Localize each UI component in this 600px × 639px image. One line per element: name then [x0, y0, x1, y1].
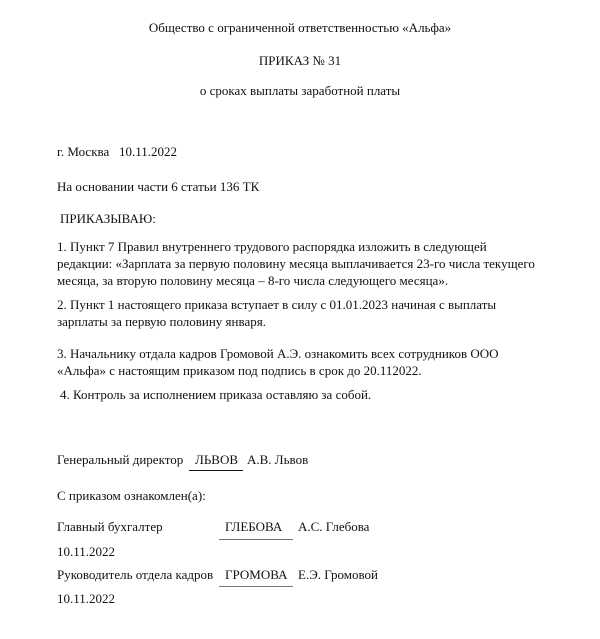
director-name: А.В. Львов	[247, 452, 309, 467]
order-title: ПРИКАЗ № 31	[258, 53, 342, 68]
ack-signature-line	[219, 586, 293, 587]
organization-name: Общество с ограниченной ответственностью «Альфа»	[148, 20, 452, 35]
order-date: 10.11.2022	[119, 144, 178, 159]
order-word: ПРИКАЗЫВАЮ:	[60, 211, 156, 226]
order-item-line: зарплаты за первую половину января.	[57, 314, 266, 329]
order-item-line: 3. Начальнику отдала кадров Громовой А.Э. ознакомить всех сотрудников ООО	[57, 346, 499, 361]
order-item-line: 4. Контроль за исполнением приказа оставляю за собой.	[60, 387, 372, 402]
director-position: Генеральный директор	[57, 452, 184, 467]
ack-date: 10.11.2022	[57, 591, 116, 606]
ack-name: Е.Э. Громовой	[298, 567, 378, 582]
order-item-2	[57, 296, 557, 330]
acknowledged-label: С приказом ознакомлен(а):	[57, 488, 206, 503]
order-item-1	[57, 238, 557, 289]
ack-position: Главный бухгалтер	[57, 519, 163, 534]
director-signature-line	[189, 470, 243, 471]
order-item-3	[57, 345, 557, 379]
ack-date: 10.11.2022	[57, 544, 116, 559]
director-signature: ЛЬВОВ	[195, 452, 239, 467]
order-item-line: редакции: «Зарплата за первую половину месяца выплачивается 23-го числа текущего	[57, 256, 535, 271]
place-date	[57, 143, 177, 160]
order-item-line: 1. Пункт 7 Правил внутреннего трудового распорядка изложить в следующей	[57, 239, 487, 254]
legal-basis: На основании части 6 статьи 136 ТК	[57, 179, 260, 194]
ack-signature: ГЛЕБОВА	[225, 519, 283, 534]
ack-signature-line	[219, 539, 293, 540]
ack-signature: ГРОМОВА	[225, 567, 288, 582]
order-item-4	[60, 386, 560, 403]
order-item-line: 2. Пункт 1 настоящего приказа вступает в силу с 01.01.2023 начиная с выплаты	[57, 297, 497, 312]
order-subject: о сроках выплаты заработной платы	[199, 83, 401, 98]
order-item-line: «Альфа» с настоящим приказом под подпись в срок до 20.112022.	[57, 363, 422, 378]
city: г. Москва	[57, 144, 110, 159]
ack-name: А.С. Глебова	[298, 519, 370, 534]
ack-position: Руководитель отдела кадров	[57, 567, 214, 582]
order-item-line: месяца, за вторую половину месяца – 8-го числа следующего месяца».	[57, 273, 449, 288]
